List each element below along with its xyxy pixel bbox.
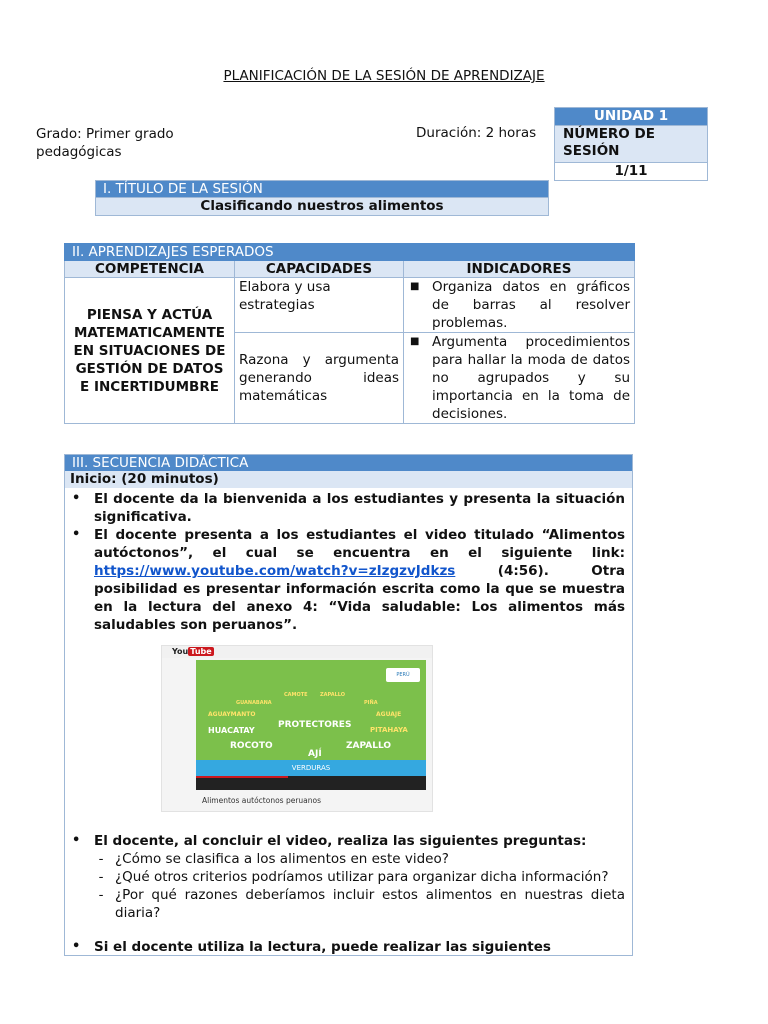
video-word: AJÍ (308, 749, 322, 759)
question-list (87, 850, 625, 922)
duracion-text: Duración: 2 horas (416, 125, 537, 141)
grado-extra-text: pedagógicas (36, 144, 122, 160)
capacidad-cell: Razona y argumenta generando ideas matemáticas (235, 333, 404, 424)
learning-table (64, 243, 635, 424)
progress-bar[interactable] (196, 776, 288, 778)
column-header: INDICADORES (404, 261, 635, 278)
channel-logo: PERÚ (386, 668, 420, 682)
question-text: ¿Por qué razones deberíamos incluir estos alimentos en nuestras dieta diaria? (115, 887, 625, 921)
video-word: VERDURAS (196, 760, 426, 776)
video-word: GUANABANA (236, 700, 272, 706)
session-title: Clasificando nuestros alimentos (96, 197, 548, 215)
indicador-text: Organiza datos en gráficos de barras al resolver problemas. (432, 279, 631, 331)
paragraph (70, 526, 625, 634)
paragraph-text: El docente, al concluir el video, realiza las siguientes preguntas: (94, 833, 587, 849)
paragraph-text-b: (4:56). Otra posibilidad es presentar información escrita como la que se muestra en la lectura del anexo 4: “Vida saludable: Los alimentos más saludables son peruanos”. (94, 563, 625, 633)
bullet-icon: • (72, 527, 81, 542)
video-word: PROTECTORES (278, 720, 352, 730)
question-text: ¿Qué otros criterios podríamos utilizar para organizar dicha información? (115, 869, 609, 885)
unit-label: UNIDAD 1 (555, 108, 707, 125)
bullet-icon: ■ (410, 336, 420, 347)
video-word: CAMOTE (284, 692, 308, 698)
section2-heading: II. APRENDIZAJES ESPERADOS (65, 244, 634, 260)
page-title: PLANIFICACIÓN DE LA SESIÓN DE APRENDIZAJE (223, 68, 545, 84)
section-title-box (95, 180, 549, 216)
column-header: CAPACIDADES (235, 261, 404, 278)
paragraph (70, 832, 625, 850)
grado-text: Grado: Primer grado (36, 126, 174, 142)
column-header: COMPETENCIA (65, 261, 235, 278)
youtube-logo: You Tube (172, 647, 212, 656)
bullet-icon: ■ (410, 281, 420, 292)
paragraph-text-a: El docente presenta a los estudiantes el video titulado “Alimentos autóctonos”, el cual se encuentra en el siguiente link: (94, 527, 625, 561)
grado-info (36, 125, 174, 161)
session-number-label: NÚMERO DE SESIÓN (555, 125, 707, 162)
video-word: AGUAJE (376, 711, 402, 718)
unit-box (554, 107, 708, 181)
paragraph (70, 490, 625, 526)
table-header-row (65, 261, 635, 278)
list-item: - ¿Qué otros criterios podríamos utilizar para organizar dicha información? (87, 868, 625, 886)
video-frame[interactable] (196, 660, 426, 790)
video-caption: Alimentos autóctonos peruanos (202, 796, 322, 805)
youtube-bar (162, 646, 432, 658)
bullet-icon: • (72, 939, 81, 954)
video-word: HUACATAY (208, 726, 255, 735)
indicador-text: Argumenta procedimientos para hallar la moda de datos no agrupados y su importancia en la toma de decisiones. (432, 334, 631, 422)
capacidad-cell: Elabora y usa estrategias (235, 278, 404, 333)
video-controls[interactable] (196, 776, 426, 790)
video-word: ZAPALLO (320, 692, 346, 698)
bullet-icon: • (72, 491, 81, 506)
competencia-cell: PIENSA Y ACTÚA MATEMATICAMENTE EN SITUACIONES DE GESTIÓN DE DATOS E INCERTIDUMBRE (65, 278, 235, 424)
video-word: ROCOTO (230, 741, 273, 751)
bullet-icon: • (72, 833, 81, 848)
video-word: AGUAYMANTO (208, 711, 256, 718)
video-screenshot[interactable] (161, 645, 433, 812)
section3-heading: III. SECUENCIA DIDÁCTICA (65, 455, 632, 471)
video-word: PIÑA (364, 700, 378, 706)
section1-heading: I. TÍTULO DE LA SESIÓN (96, 181, 548, 197)
list-item: - ¿Por qué razones deberíamos incluir estos alimentos en nuestras dieta diaria? (98, 887, 625, 921)
paragraph-text: Si el docente utiliza la lectura, puede realizar las siguientes (94, 939, 551, 955)
paragraph (70, 938, 625, 956)
inicio-label: Inicio: (20 minutos) (65, 471, 632, 488)
indicador-cell (404, 278, 635, 333)
section3-box (64, 454, 633, 956)
list-item: - ¿Cómo se clasifica a los alimentos en este video? (87, 850, 625, 868)
paragraph-text: El docente da la bienvenida a los estudiantes y presenta la situación significativa. (94, 491, 625, 525)
question-text: ¿Cómo se clasifica a los alimentos en este video? (115, 851, 449, 867)
table-row (65, 278, 635, 333)
session-number-value: 1/11 (555, 162, 707, 180)
video-link[interactable]: https://www.youtube.com/watch?v=zIzgzvJdkzs (94, 563, 456, 579)
indicador-cell (404, 333, 635, 424)
paragraph-text (94, 526, 625, 634)
video-word: ZAPALLO (346, 741, 392, 751)
video-word: PITAHAYA (370, 726, 408, 734)
